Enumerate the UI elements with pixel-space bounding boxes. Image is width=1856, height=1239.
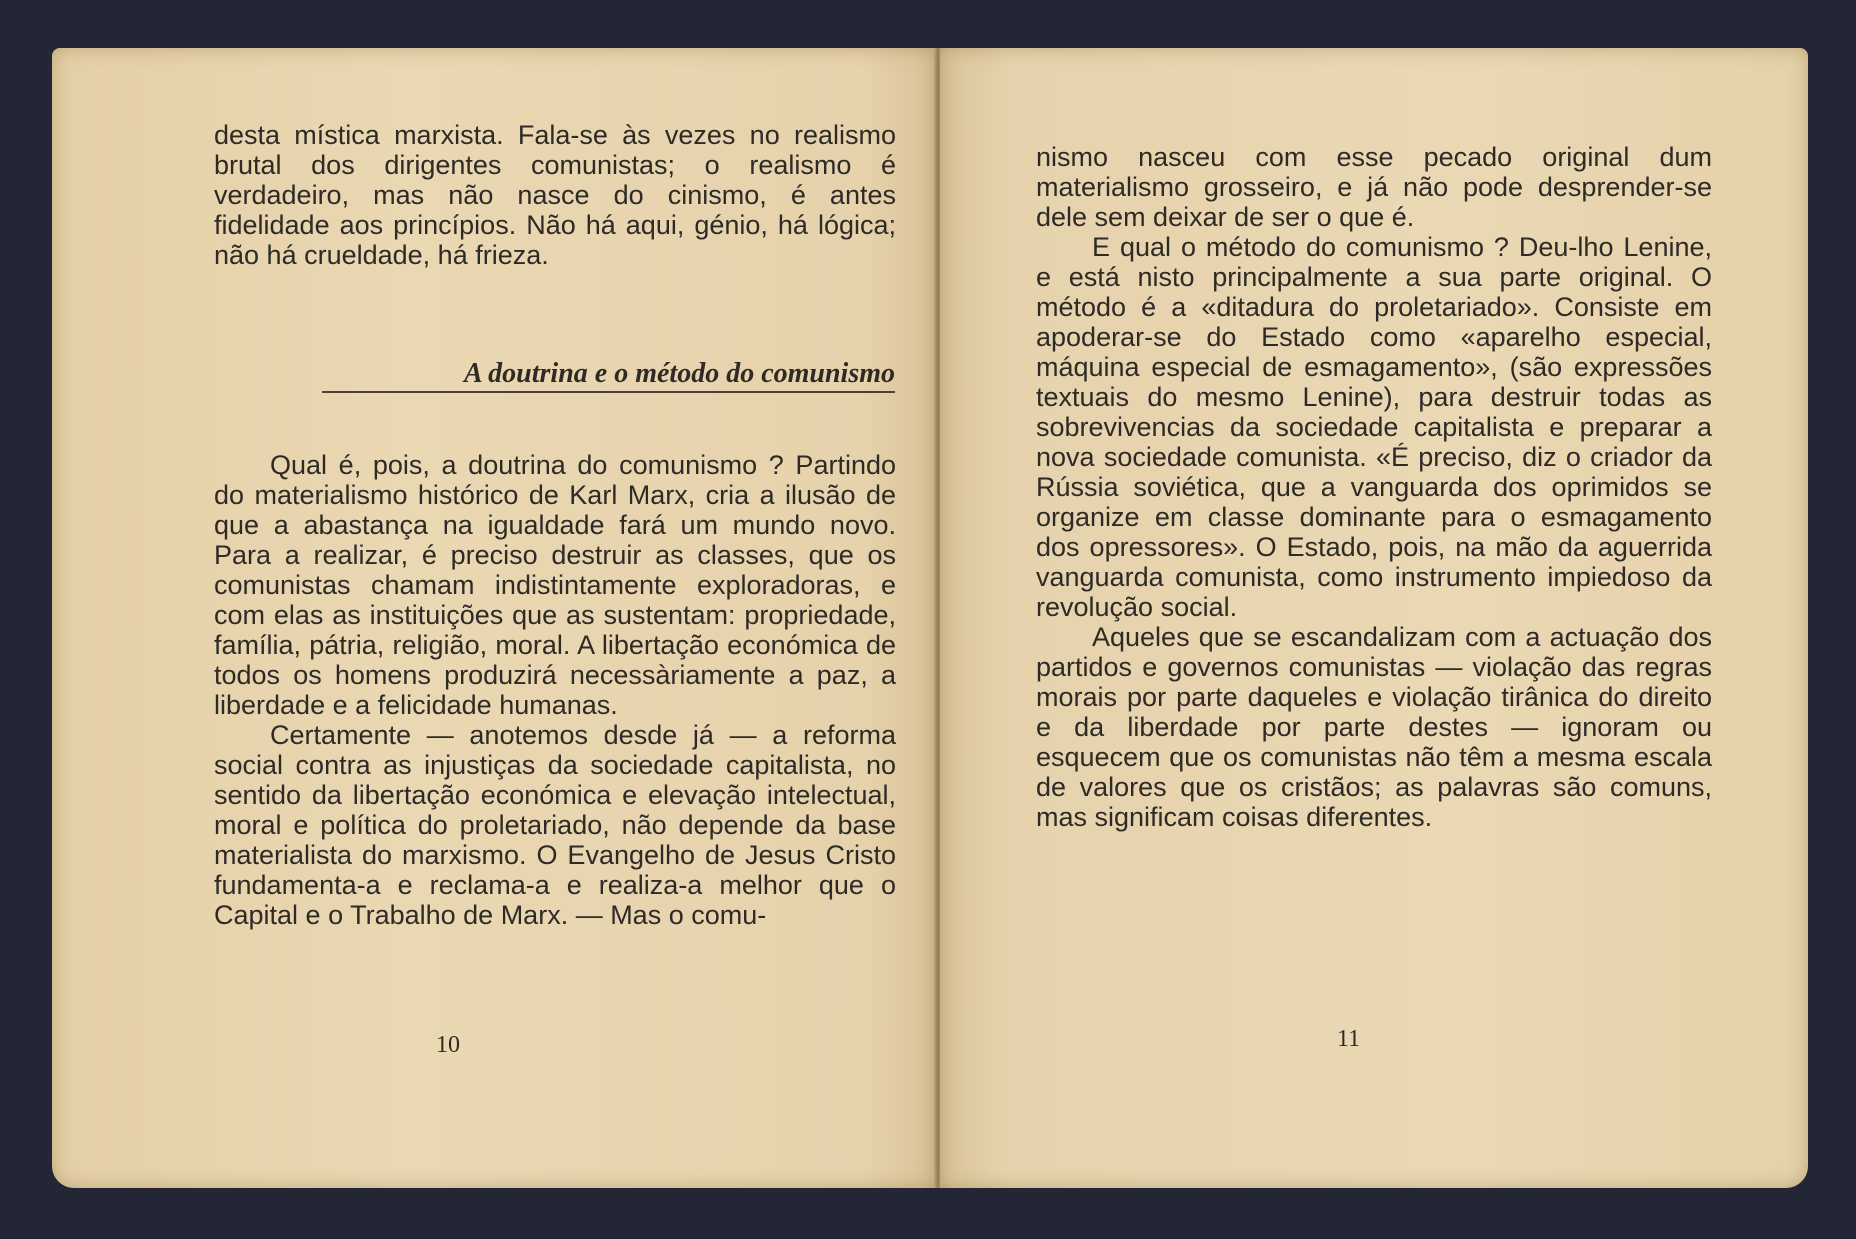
section-heading: A doutrina e o método do comunismo — [322, 358, 895, 393]
right-body-text — [1036, 142, 1712, 832]
page-number-right: 11 — [1337, 1026, 1361, 1052]
left-body-text — [214, 450, 896, 930]
right-page — [940, 48, 1808, 1188]
page-number-left: 10 — [436, 1032, 460, 1058]
left-page — [52, 48, 936, 1188]
right-paragraph-1: nismo nasceu com esse pecado original dum materialismo grosseiro, e já não pode desprender-se dele sem deixar de ser o que é. — [1036, 142, 1712, 232]
intro-paragraph: desta mística marxista. Fala-se às vezes no realismo brutal dos dirigentes comunistas; o realismo é verdadeiro, mas não nasce do cinismo, é antes fidelidade aos princípios. Não há aqui, génio, há lógica; não há crueldade, há frieza. — [214, 120, 896, 270]
right-paragraph-3: Aqueles que se escandalizam com a actuação dos partidos e governos comunistas — violação das regras morais por parte daqueles e violação tirânica do direito e da liberdade por parte destes — ignoram ou esquecem que os comunistas não têm a mesma escala de valores que os cristãos; as palavras são comuns, mas significam coisas diferentes. — [1036, 622, 1712, 832]
left-paragraph-1: Qual é, pois, a doutrina do comunismo ? Partindo do materialismo histórico de Karl Marx, cria a ilusão de que a abastança na igualdade fará um mundo novo. Para a realizar, é preciso destruir as classes, que os comunistas chamam indistintamente exploradoras, e com elas as instituições que as sustentam: propriedade, família, pátria, religião, moral. A libertação económica de todos os homens produzirá necessàriamente a paz, a liberdade e a felicidade humanas. — [214, 450, 896, 720]
right-paragraph-2: E qual o método do comunismo ? Deu-lho Lenine, e está nisto principalmente a sua parte original. O método é a «ditadura do proletariado». Consiste em apoderar-se do Estado como «aparelho especial, máquina especial de esmagamento», (são expressões textuais do mesmo Lenine), para destruir todas as sobrevivencias da sociedade capitalista e preparar a nova sociedade comunista. «É preciso, diz o criador da Rússia soviética, que a vanguarda dos oprimidos se organize em classe dominante para o esmagamento dos opressores». O Estado, pois, na mão da aguerrida vanguarda comunista, como instrumento impiedoso da revolução social. — [1036, 232, 1712, 622]
intro-paragraph-block — [214, 120, 896, 270]
left-paragraph-2: Certamente — anotemos desde já — a reforma social contra as injustiças da sociedade capitalista, no sentido da libertação económica e elevação intelectual, moral e política do proletariado, não depende da base materialista do marxismo. O Evangelho de Jesus Cristo fundamenta-a e reclama-a e realiza-a melhor que o Capital e o Trabalho de Marx. — Mas o comu- — [214, 720, 896, 930]
